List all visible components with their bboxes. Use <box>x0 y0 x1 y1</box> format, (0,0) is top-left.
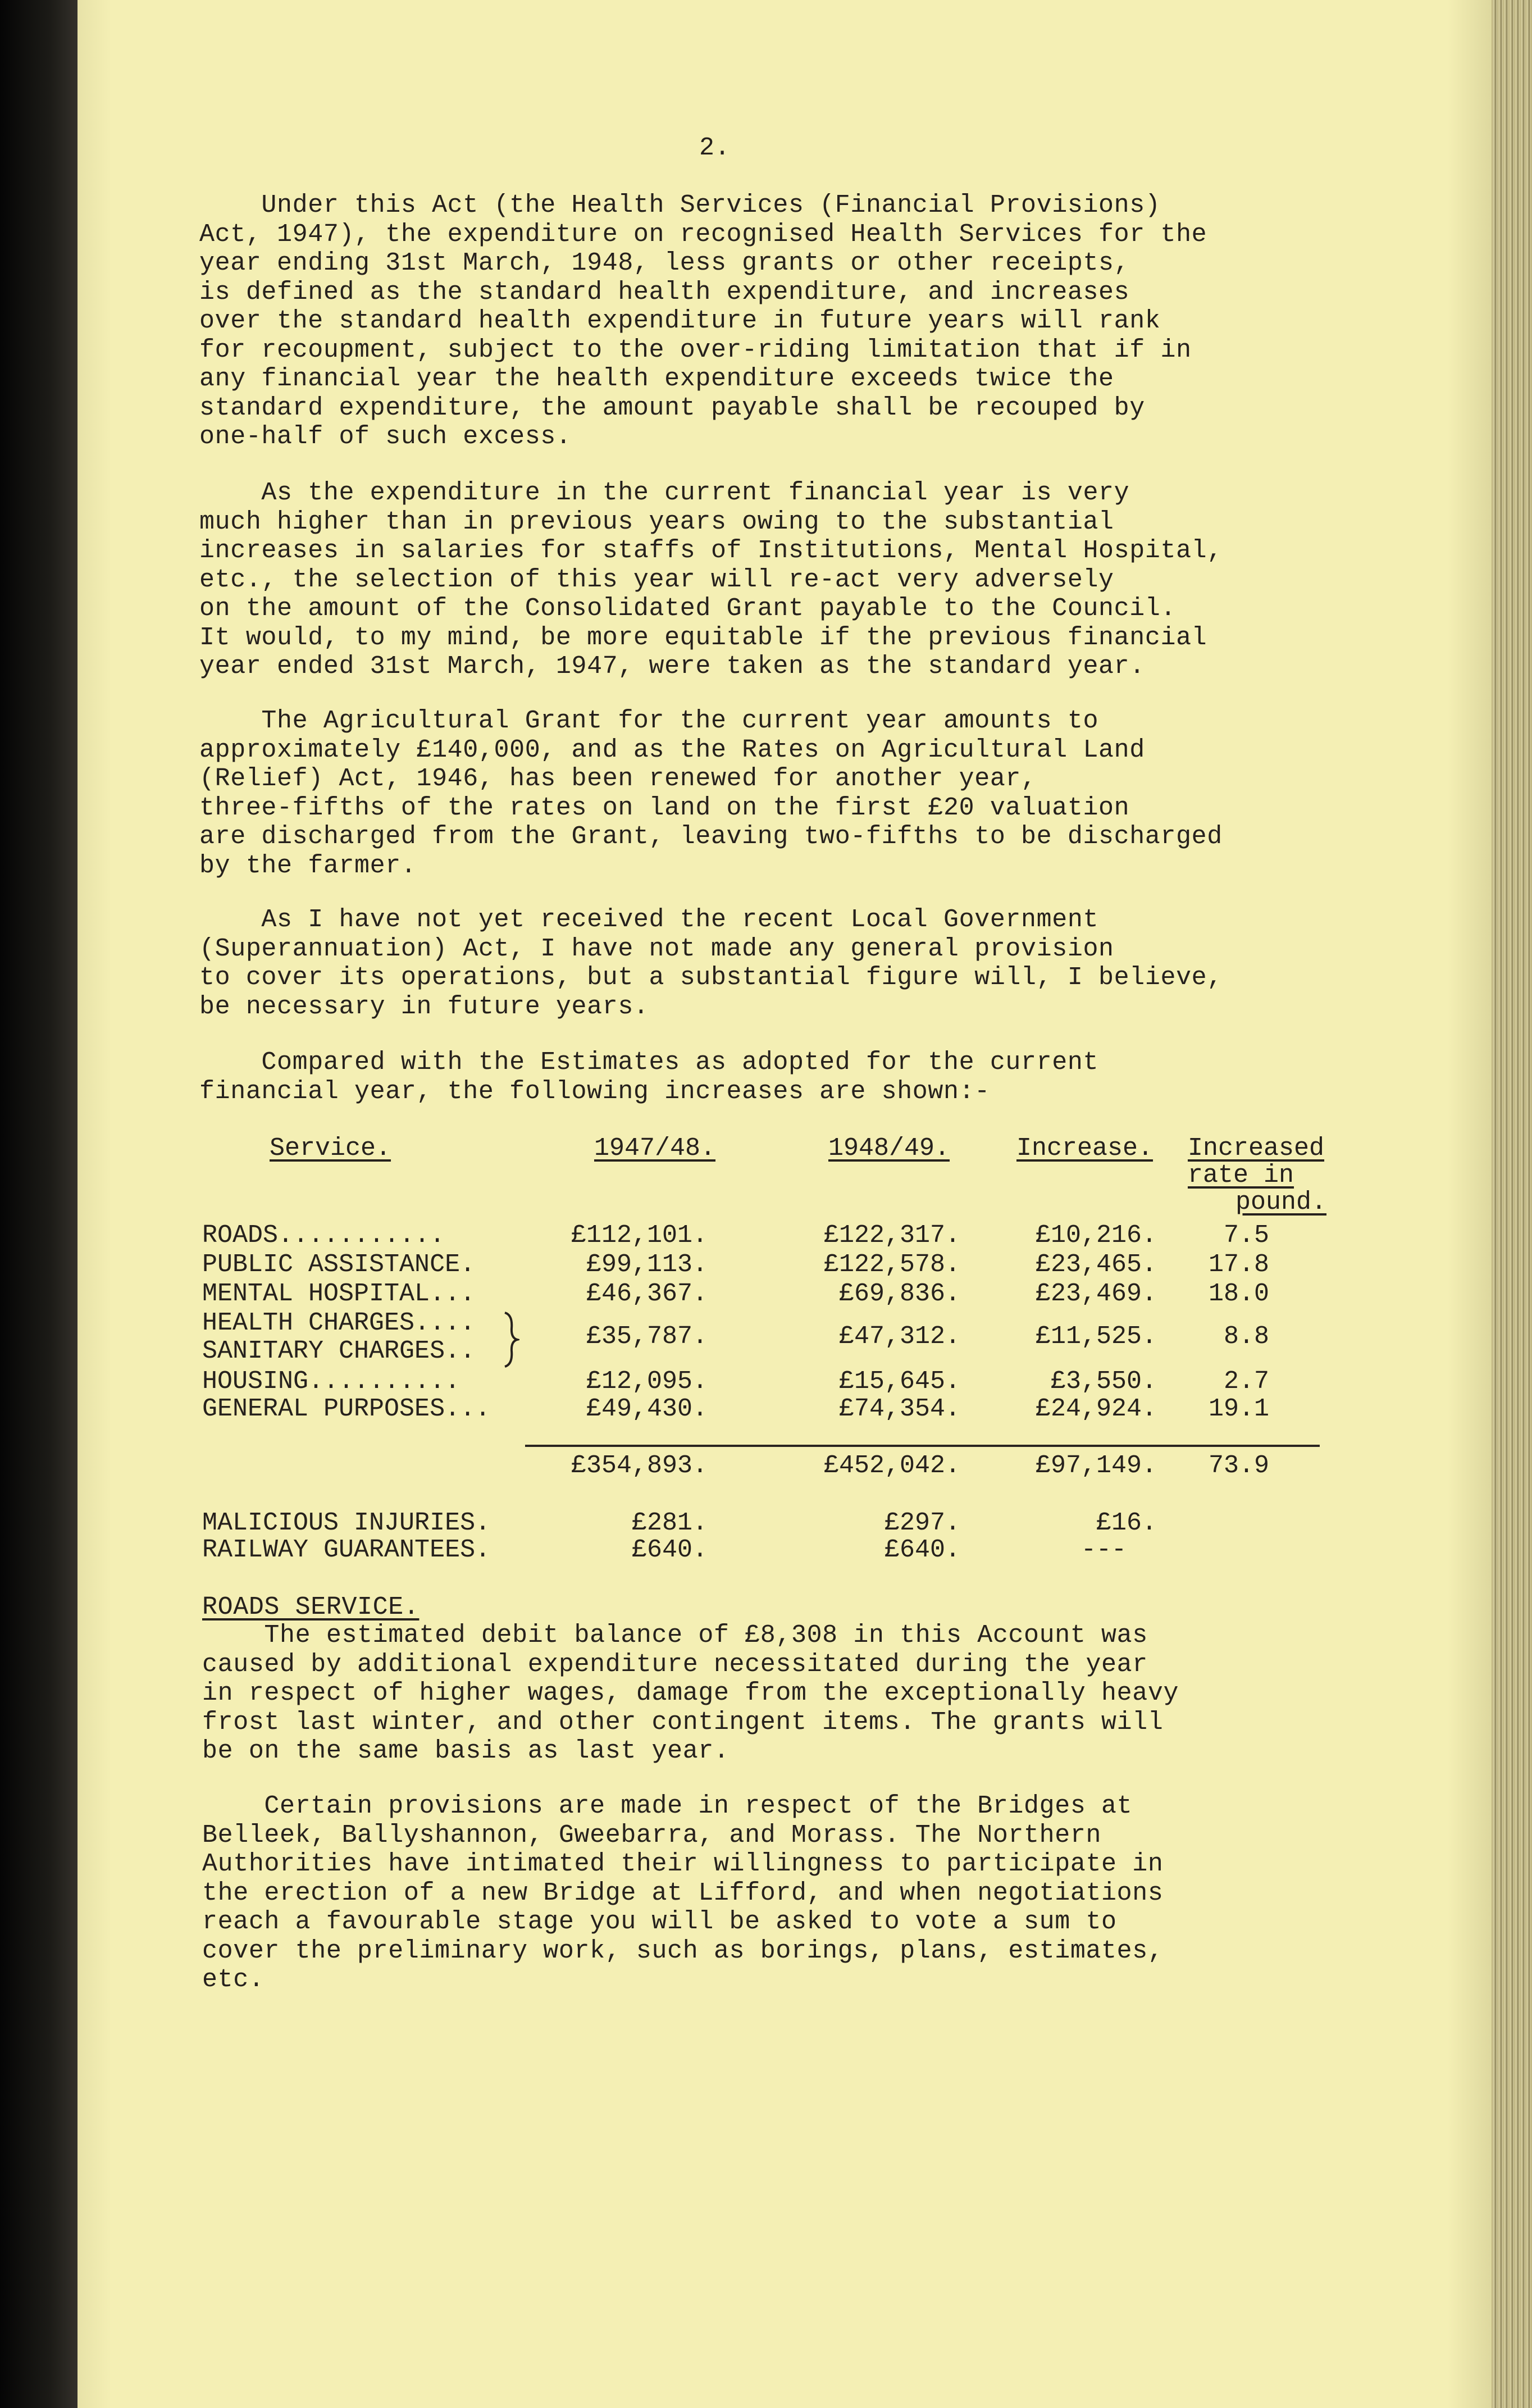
row-1948-49: £47,312. <box>838 1322 960 1351</box>
table-row <box>0 1222 1532 1251</box>
header-rate-line2: rate in <box>1188 1161 1294 1190</box>
total-1947-48: £354,893. <box>571 1451 708 1480</box>
row-rate: 18.0 <box>1208 1280 1269 1308</box>
row-1947-48: £281. <box>631 1509 708 1537</box>
header-service: Service. <box>270 1134 391 1163</box>
row-rate: 17.8 <box>1208 1250 1269 1279</box>
row-service: GENERAL PURPOSES... <box>202 1395 491 1423</box>
totals-rule <box>525 1445 1320 1447</box>
table-row <box>0 1251 1532 1280</box>
paragraph-roads-service: The estimated debit balance of £8,308 in this Account was caused by additional expenditure necessitated during the year in respect of higher wages, damage from the exceptionally heavy frost last winter, and other contingent items. The grants will be on the same basis as last year. <box>202 1621 1179 1765</box>
header-1947-48: 1947/48. <box>594 1134 716 1163</box>
row-rate: 7.5 <box>1223 1221 1269 1250</box>
row-service: HEALTH CHARGES.... <box>202 1309 476 1337</box>
row-service: MENTAL HOSPITAL... <box>202 1280 476 1308</box>
row-1948-49: £122,578. <box>823 1250 960 1279</box>
row-1948-49: £297. <box>884 1509 960 1537</box>
row-1947-48: £112,101. <box>571 1221 708 1250</box>
paragraph-health-services: Under this Act (the Health Services (Financial Provisions) Act, 1947), the expenditure on recognised Health Services for the year ending 31st March, 1948, less grants or other receipts, is defined as the standard health expenditure, and increases over the standard health expenditure in future years will rank for recoupment, subject to the over-riding limitation that if in any financial year the health expenditure exceeds twice the standard expenditure, the amount payable shall be recouped by one-half of such excess. <box>199 191 1207 451</box>
header-rate-line3: pound. <box>1235 1188 1327 1217</box>
row-1948-49: £640. <box>884 1536 960 1564</box>
table-row <box>0 1509 1532 1538</box>
row-service: RAILWAY GUARANTEES. <box>202 1536 491 1564</box>
row-1947-48: £49,430. <box>586 1395 708 1423</box>
row-1947-48: £46,367. <box>586 1280 708 1308</box>
page-number: 2. <box>699 134 731 162</box>
row-service-line2: SANITARY CHARGES.. <box>202 1337 476 1365</box>
row-1948-49: £15,645. <box>838 1367 960 1396</box>
total-increase: £97,149. <box>1035 1451 1157 1480</box>
row-1948-49: £122,317. <box>823 1221 960 1250</box>
total-1948-49: £452,042. <box>823 1451 960 1480</box>
row-1948-49: £69,836. <box>838 1280 960 1308</box>
header-1948-49: 1948/49. <box>828 1134 950 1163</box>
paragraph-bridges: Certain provisions are made in respect of the Bridges at Belleek, Ballyshannon, Gweebarra, and Morass. The Northern Authorities have intimated their willingness to participate in the erection of a new Bridge at Lifford, and when negotiations reach a favourable stage you will be asked to vote a sum to cover the preliminary work, such as borings, plans, estimates, etc. <box>202 1792 1164 1994</box>
row-rate: 8.8 <box>1223 1322 1269 1351</box>
row-1947-48: £35,787. <box>586 1322 708 1351</box>
brace-bracket <box>503 1312 519 1368</box>
row-rate: 19.1 <box>1208 1395 1269 1423</box>
roads-service-heading: ROADS SERVICE. <box>202 1593 420 1622</box>
row-increase: --- <box>1081 1536 1127 1564</box>
totals-row <box>0 1452 1532 1481</box>
header-increase: Increase. <box>1016 1134 1153 1163</box>
page-edges <box>1492 0 1532 2408</box>
table-row <box>0 1536 1532 1565</box>
header-rate-line1: Increased <box>1188 1134 1325 1163</box>
table-row <box>0 1368 1532 1397</box>
row-increase: £23,465. <box>1035 1250 1157 1279</box>
row-1948-49: £74,354. <box>838 1395 960 1423</box>
row-1947-48: £12,095. <box>586 1367 708 1396</box>
total-rate: 73.9 <box>1208 1451 1269 1480</box>
binding-gutter <box>0 0 84 2408</box>
row-increase: £3,550. <box>1050 1367 1157 1396</box>
table-row <box>0 1395 1532 1424</box>
row-service: MALICIOUS INJURIES. <box>202 1509 491 1537</box>
paragraph-agricultural-grant: The Agricultural Grant for the current year amounts to approximately £140,000, and as the Rates on Agricultural Land (Relief) Act, 1946, has been renewed for another year, three-fifths of the rates on land on the first £20 valuation are discharged from the Grant, leaving two-fifths to be discharged by the farmer. <box>199 707 1223 880</box>
row-increase: £24,924. <box>1035 1395 1157 1423</box>
paragraph-expenditure: As the expenditure in the current financial year is very much higher than in previous years owing to the substantial increases in salaries for staffs of Institutions, Mental Hospital, etc., the selection of this year will re-act very adversely on the amount of the Consolidated Grant payable to the Council. It would, to my mind, be more equitable if the previous financial year ended 31st March, 1947, were taken as the standard year. <box>199 479 1223 681</box>
row-service: PUBLIC ASSISTANCE. <box>202 1250 476 1279</box>
table-row <box>0 1309 1532 1368</box>
table-row <box>0 1280 1532 1309</box>
row-1947-48: £99,113. <box>586 1250 708 1279</box>
paragraph-comparison: Compared with the Estimates as adopted for the current financial year, the following increases are shown:- <box>199 1048 1099 1106</box>
row-increase: £10,216. <box>1035 1221 1157 1250</box>
paragraph-superannuation: As I have not yet received the recent Local Government (Superannuation) Act, I have not made any general provision to cover its operations, but a substantial figure will, I believe, be necessary in future years. <box>199 905 1223 1021</box>
row-increase: £11,525. <box>1035 1322 1157 1351</box>
row-service: ROADS........... <box>202 1221 445 1250</box>
row-service: HOUSING.......... <box>202 1367 460 1396</box>
row-increase: £16. <box>1096 1509 1157 1537</box>
row-rate: 2.7 <box>1223 1367 1269 1396</box>
row-1947-48: £640. <box>631 1536 708 1564</box>
row-increase: £23,469. <box>1035 1280 1157 1308</box>
